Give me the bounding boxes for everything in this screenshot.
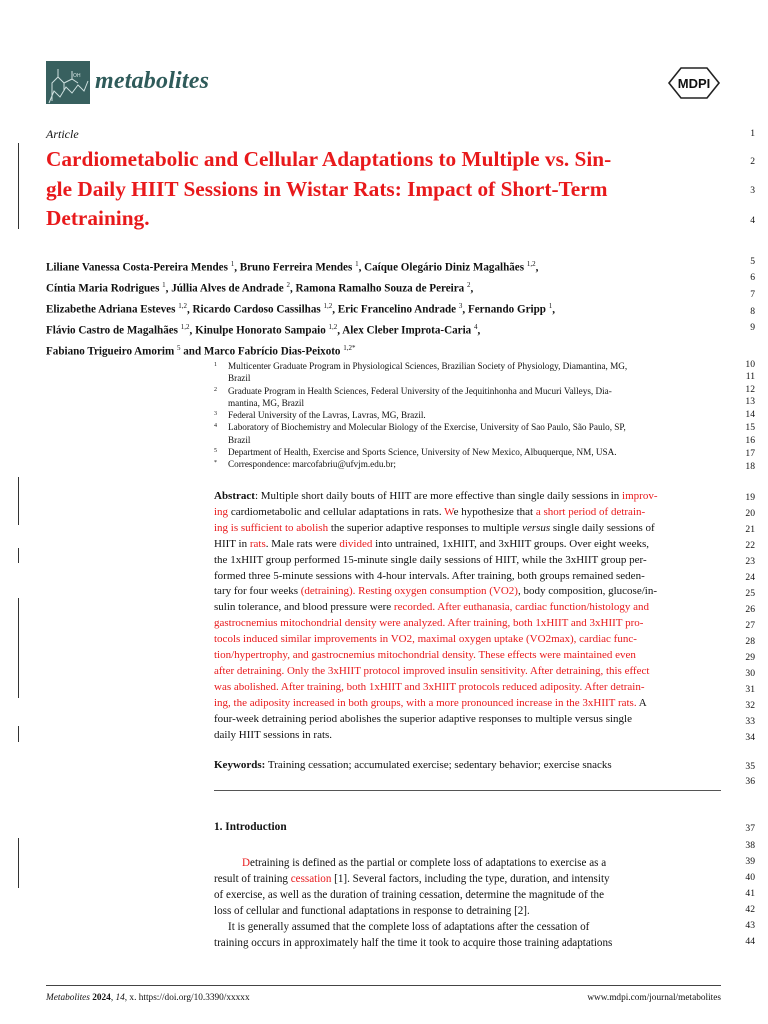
- line-number: 26: [745, 604, 755, 615]
- line-number: 12: [745, 384, 755, 395]
- affiliation-line: Federal University of the Lavras, Lavras, MG, Brazil.: [228, 410, 426, 421]
- intro-line: [214, 903, 721, 919]
- author-name: ,: [477, 324, 481, 337]
- text: into untrained, 1xHIIT, and 3xHIIT groups. Over eight weeks,: [372, 537, 650, 550]
- author-name: , Kinulpe Honorato Sampaio: [189, 324, 329, 337]
- line-number: 7: [750, 289, 755, 300]
- text: A: [636, 696, 647, 709]
- revised-text: tocols induced similar improvements in VO2, maximal oxygen uptake (VO2max), cardiac func-: [214, 633, 637, 646]
- text: of exercise, as well as the duration of training cessation, determine the magnitude of the: [214, 889, 604, 902]
- title-line: Detraining.: [46, 206, 150, 230]
- article-type: Article: [46, 127, 79, 141]
- abstract-line: [214, 680, 721, 696]
- affiliation-line: Department of Health, Exercise and Sports Science, University of New Mexico, Albuquerque, NM, USA.: [228, 447, 617, 458]
- line-number: 6: [750, 272, 755, 283]
- italic-text: versus: [522, 521, 551, 534]
- line-number: 10: [745, 359, 755, 370]
- text: , body composition, glucose/in-: [517, 585, 657, 598]
- bold-text: Abstract: [214, 490, 255, 502]
- author-line: [46, 298, 555, 319]
- line-number: 4: [750, 215, 755, 226]
- affiliation-marker: 1: [230, 260, 235, 268]
- line-number: 23: [745, 556, 755, 567]
- text: etraining is defined as the partial or complete loss of adaptations to exercise as a: [250, 857, 607, 869]
- revised-text: D: [242, 857, 251, 869]
- paper-title: [46, 145, 706, 234]
- line-number: 21: [745, 524, 755, 535]
- citation: Metabolites 2024, 14, x. https://doi.org/10.3390/xxxxx: [46, 993, 250, 1003]
- abstract-line: [214, 537, 721, 553]
- journal-logo: [46, 61, 90, 104]
- journal-name: metabolites: [95, 68, 210, 94]
- revised-text: rats: [249, 537, 266, 550]
- line-number: 42: [745, 904, 755, 915]
- affiliation-number: 5: [214, 448, 217, 455]
- revised-text: ing is sufficient to abolish: [214, 521, 329, 534]
- author-name: and Marco Fabrício Dias-Peixoto: [180, 345, 344, 358]
- line-number: 36: [745, 776, 755, 787]
- abstract-line: [214, 569, 721, 585]
- line-number: 37: [745, 823, 755, 834]
- text: the superior adaptive responses to multiple: [328, 521, 523, 534]
- affiliation-marker: 1,2: [180, 322, 190, 331]
- revised-text: ing, the adiposity increased in both groups, with a more pronounced increase in the 3xHIIT rats.: [214, 696, 637, 709]
- line-number: 38: [745, 840, 755, 851]
- text: It is generally assumed that the complete loss of adaptations after the cessation of: [228, 921, 590, 934]
- revised-text: recorded. After euthanasia, cardiac function/histology and: [393, 601, 649, 614]
- line-number: 24: [745, 572, 755, 583]
- publisher-name: MDPI: [677, 76, 711, 91]
- affiliation-number: 1: [214, 362, 217, 368]
- affiliation-line: Multicenter Graduate Program in Physiological Sciences, Brazilian Society of Physiology, Diamantina, MG,: [228, 361, 628, 371]
- text: : Multiple short daily bouts of HIIT are more effective than single daily sessions in: [254, 490, 623, 502]
- volume: 14: [115, 993, 125, 1003]
- line-number: 11: [745, 371, 755, 382]
- line-number: 20: [745, 508, 755, 519]
- line-number: 43: [745, 920, 755, 931]
- text: . Male rats were: [265, 537, 340, 550]
- abstract-line: [214, 616, 721, 632]
- text: loss of cellular and functional adaptations in response to detraining [2].: [214, 905, 530, 918]
- affiliation-marker: 2: [286, 280, 290, 289]
- line-number: 17: [745, 448, 755, 459]
- section-heading: 1. Introduction: [214, 821, 287, 833]
- affiliation-number: 3: [214, 411, 217, 418]
- affiliation-marker: 1: [548, 301, 553, 310]
- svg-text:OH: OH: [73, 73, 81, 79]
- affiliation-line: Brazil: [228, 434, 251, 445]
- line-number: 16: [745, 435, 755, 446]
- journal-url[interactable]: www.mdpi.com/journal/metabolites: [587, 993, 721, 1003]
- affiliation-marker: 1,2*: [343, 343, 356, 352]
- text: training occurs in approximately half the time it took to acquire those training adaptations: [214, 937, 613, 950]
- line-number: 3: [750, 185, 755, 196]
- abstract-line: [214, 584, 721, 600]
- change-bar: [18, 548, 19, 563]
- intro-line: [214, 935, 721, 951]
- text: the 1xHIIT group performed 15-minute single daily sessions of HIIT, while the 3xHIIT group per-: [214, 553, 647, 566]
- line-number: 9: [750, 322, 755, 333]
- affiliation-number: 2: [214, 386, 217, 393]
- footer-divider: [46, 985, 721, 986]
- affiliation: [214, 446, 720, 458]
- author-name: , Fernando Gripp: [462, 303, 549, 316]
- publisher-logo: [667, 64, 721, 102]
- line-number: 1: [750, 128, 755, 139]
- affiliation-line: Brazil: [228, 373, 251, 384]
- line-number: 28: [745, 636, 755, 647]
- line-number: 31: [745, 684, 755, 695]
- author-line: [46, 340, 555, 361]
- molecule-icon: [46, 61, 90, 104]
- revised-text: was abolished. After training, both 1xHIIT and 3xHIIT protocols reduced adiposity. After detrain-: [214, 680, 645, 693]
- line-number: 18: [745, 461, 755, 472]
- line-number: 27: [745, 620, 755, 631]
- author-name: ,: [535, 261, 539, 274]
- keywords-label: Keywords:: [214, 759, 266, 771]
- affiliation: [214, 458, 720, 470]
- author-name: , Alex Cleber Improta-Caria: [337, 324, 474, 337]
- author-name: ,: [470, 282, 474, 295]
- affiliation: [214, 360, 720, 385]
- change-bar: [18, 143, 19, 229]
- line-number: 35: [745, 761, 755, 772]
- affiliation-number: 4: [214, 423, 217, 430]
- intro-line: [214, 855, 721, 871]
- abstract: [214, 489, 721, 744]
- journal-abbrev: Metabolites: [46, 993, 90, 1003]
- affiliation-line: Graduate Program in Health Sciences, Federal University of the Jequitinhonha and Mucuri Valleys, Dia-: [228, 385, 612, 396]
- author-name: , Eric Francelino Andrade: [332, 303, 459, 316]
- change-bar: [18, 726, 19, 742]
- author-name: , Bruno Ferreira Mendes: [234, 261, 356, 274]
- revised-text: W: [444, 505, 454, 518]
- affiliation-marker: 3: [458, 301, 463, 310]
- line-number: 40: [745, 872, 755, 883]
- author-name: , Caíque Olegário Diniz Magalhães: [358, 261, 527, 274]
- title-line: Cardiometabolic and Cellular Adaptations to Multiple vs. Sin-: [46, 147, 612, 171]
- introduction-text: [214, 855, 721, 952]
- affiliation: [214, 421, 720, 446]
- line-number: 22: [745, 540, 755, 551]
- abstract-line: [214, 632, 721, 648]
- revised-text: a short period of detrain-: [535, 505, 646, 518]
- abstract-line: [214, 505, 721, 521]
- change-bar: [18, 598, 19, 698]
- abstract-line: [214, 521, 721, 537]
- affiliation: [214, 385, 720, 410]
- author-name: Flávio Castro de Magalhães: [46, 324, 181, 337]
- title-line: gle Daily HIIT Sessions in Wistar Rats: Impact of Short-Term: [46, 176, 608, 201]
- text: [1]. Several factors, including the type, duration, and intensity: [331, 873, 610, 886]
- text: sulin tolerance, and blood pressure were: [214, 601, 394, 614]
- abstract-line: [214, 553, 721, 569]
- text: formed three 5-minute sessions with 4-hour intervals. After training, both groups remained seden-: [214, 569, 645, 582]
- revised-text: (detraining). Resting oxygen consumption (VO2): [300, 585, 518, 598]
- author-name: , Júllia Alves de Andrade: [165, 282, 287, 295]
- affiliation-line: mantina, MG, Brazil: [228, 397, 305, 408]
- text: single daily sessions of: [550, 521, 655, 534]
- line-number: 44: [745, 936, 755, 947]
- abstract-line: [214, 489, 721, 505]
- author-name: , Ramona Ramalho Souza de Pereira: [290, 282, 467, 295]
- line-number: 15: [745, 422, 755, 433]
- intro-line: [214, 887, 721, 903]
- text: cardiometabolic and cellular adaptations in rats.: [228, 505, 445, 518]
- abstract-line: [214, 648, 721, 664]
- abstract-line: [214, 712, 721, 728]
- author-name: Cíntia Maria Rodrigues: [46, 282, 163, 295]
- intro-line: [214, 919, 721, 935]
- intro-line: [214, 871, 721, 887]
- author-list: [46, 256, 555, 360]
- author-name: Elizabethe Adriana Esteves: [46, 303, 179, 316]
- revised-text: ing: [214, 505, 229, 518]
- line-number: 13: [745, 396, 755, 407]
- year: 2024: [92, 993, 111, 1003]
- affiliation-list: [214, 360, 720, 471]
- text: daily HIIT sessions in rats.: [214, 728, 333, 741]
- affiliation-marker: 1,2: [323, 301, 333, 310]
- line-number: 8: [750, 306, 755, 317]
- text: result of training: [214, 873, 291, 886]
- affiliation-number: *: [214, 460, 217, 467]
- line-number: 25: [745, 588, 755, 599]
- author-line: [46, 256, 555, 277]
- line-number: 39: [745, 856, 755, 867]
- text: four-week detraining period abolishes the superior adaptive responses to multiple versus single: [214, 712, 632, 725]
- revised-text: after detraining. Only the 3xHIIT protocol improved insulin sensitivity. After detraining, this effect: [214, 664, 650, 677]
- line-number: 33: [745, 716, 755, 727]
- line-number: 19: [745, 492, 755, 503]
- affiliation-marker: 1,2: [328, 322, 338, 331]
- section-divider: [214, 790, 721, 791]
- line-number: 41: [745, 888, 755, 899]
- author-line: [46, 277, 555, 298]
- affiliation-marker: 5: [176, 343, 181, 352]
- abstract-line: [214, 600, 721, 616]
- line-number: 2: [750, 156, 755, 167]
- text: HIIT in: [214, 537, 250, 550]
- revised-text: gastrocnemius mitochondrial density were analyzed. After training, both 1xHIIT and 3xHIIT pro-: [214, 617, 644, 630]
- line-number: 29: [745, 652, 755, 663]
- revised-text: tion/hypertrophy, and gastrocnemius mitochondrial density. These effects were maintained even: [214, 649, 636, 662]
- line-number: 32: [745, 700, 755, 711]
- author-name: Fabiano Trigueiro Amorim: [46, 345, 177, 358]
- author-line: [46, 319, 555, 340]
- affiliation-marker: 1,2: [178, 301, 187, 310]
- affiliation: [214, 409, 720, 421]
- affiliation-marker: 1,2: [526, 260, 536, 268]
- affiliation-marker: 1: [162, 280, 166, 289]
- line-number: 30: [745, 668, 755, 679]
- author-name: , Ricardo Cardoso Cassilhas: [186, 303, 324, 316]
- affiliation-line: Laboratory of Biochemistry and Molecular Biology of the Exercise, University of Sao Paulo, São Paulo, SP,: [228, 422, 626, 433]
- change-bar: [18, 838, 19, 888]
- affiliation-marker: 4: [473, 322, 478, 331]
- text: e hypothesize that: [453, 505, 536, 518]
- text: tary for four weeks: [214, 585, 301, 598]
- line-number: 14: [745, 409, 755, 420]
- author-name: Liliane Vanessa Costa-Pereira Mendes: [46, 261, 231, 274]
- abstract-line: [214, 696, 721, 712]
- line-number: 5: [750, 256, 755, 267]
- abstract-line: [214, 664, 721, 680]
- revised-text: divided: [339, 537, 373, 550]
- revised-text: improv-: [622, 490, 658, 502]
- revised-text: cessation: [290, 873, 332, 886]
- abstract-line: [214, 728, 721, 744]
- keywords-text: Training cessation; accumulated exercise; sedentary behavior; exercise snacks: [265, 759, 612, 771]
- change-bar: [18, 477, 19, 525]
- affiliation-line: Correspondence: marcofabriu@ufvjm.edu.br;: [228, 459, 396, 470]
- affiliation-marker: 2: [466, 280, 471, 289]
- keywords: [214, 759, 612, 771]
- affiliation-marker: 1: [355, 260, 359, 268]
- doi: , x. https://doi.org/10.3390/xxxxx: [124, 993, 250, 1003]
- line-number: 34: [745, 732, 755, 743]
- author-name: ,: [552, 303, 555, 316]
